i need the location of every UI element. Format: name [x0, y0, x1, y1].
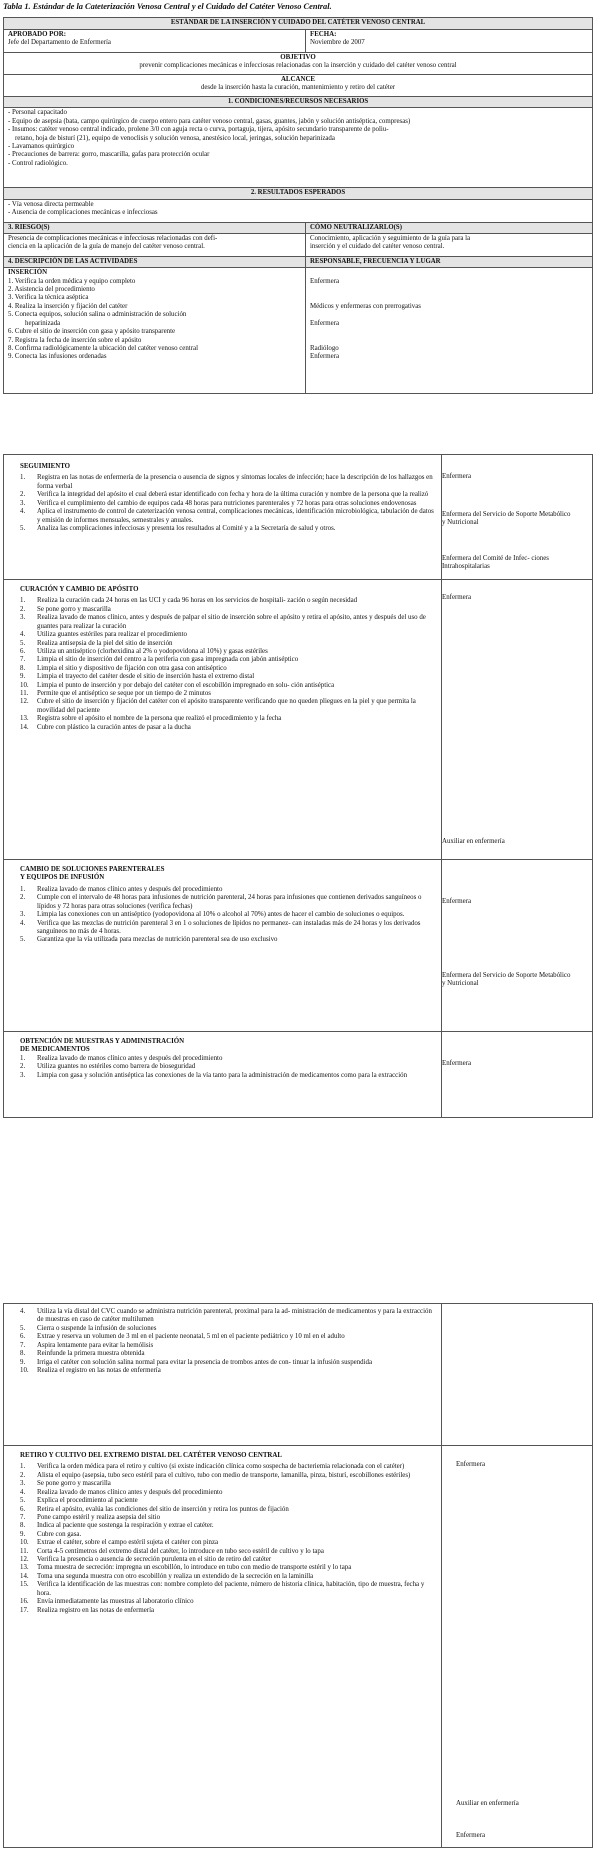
list-item	[20, 682, 435, 690]
responsible: Enfermera	[456, 1832, 486, 1839]
obtencion-title-2: DE MEDICAMENTOS	[20, 1046, 90, 1054]
item-text: Realiza lavado de manos clínico, antes y después de palpar el sitio de inserción sobre el apósito y retira el apósito, antes y después del uso de guantes para realizar la curación	[37, 614, 426, 630]
item-text: Verifica la orden médica para el retiro y cultivo (si existe indicación clínica como sospecha de bacteriemia relacionada con el catéter)	[37, 1463, 405, 1471]
list-item	[20, 1342, 435, 1350]
item-number: 4.	[20, 1488, 26, 1496]
item-text: Realiza la curación cada 24 horas en las UCI y cada 96 horas en los servicios de hospitali- zación o según necesidad	[37, 597, 358, 605]
list-item	[20, 1367, 435, 1375]
risk-label: 3. RIESGO(S)	[4, 222, 306, 233]
item-text: Aplica el instrumento de control de cateterización venosa central, complicaciones mecánicas, identificación microbiológica, tabulación de datos y emisión de informes mensuales, semestrales y anuales.	[37, 508, 434, 524]
obtencion-continued	[4, 1304, 442, 1446]
item-text: Verifica el cumplimiento del cambio de equipos cada 48 horas para nutriciones parenterales y 72 horas para otras soluciones endovenosas	[37, 499, 417, 507]
results-line: - Vía venosa directa permeable	[8, 200, 94, 208]
list-item	[20, 525, 435, 533]
insertion-activities	[4, 268, 306, 394]
list-item	[20, 894, 435, 911]
item-number: 6.	[20, 1505, 26, 1513]
standard-header-table	[3, 17, 593, 394]
activities-table-continued	[3, 454, 593, 1118]
item-text: Limpia el punto de inserción y por debajo del catéter con el escobillón impregnado en solu- ción antiséptica	[37, 681, 335, 689]
list-item	[20, 1497, 435, 1505]
item-text: Extrae el catéter, sobre el campo estéril sujeta el catéter con pinza	[37, 1539, 219, 1547]
item-number: 9.	[20, 1530, 26, 1538]
objective-value: prevenir complicaciones mecánicas e infecciosas relacionadas con la inserción y cuidado del catéter venoso central	[139, 62, 457, 70]
list-item	[20, 656, 435, 664]
results-line: - Ausencia de complicaciones mecánicas e infecciosas	[8, 208, 158, 216]
item-text: Verifica la presencia o ausencia de secreción purulenta en el sitio de retiro del catéter	[37, 1556, 272, 1564]
item-number: 8.	[20, 664, 26, 672]
item-text: Analiza las complicaciones infecciosas y presenta los resultados al Comité y a la Secretaría de salud y otros.	[37, 524, 336, 532]
cambio-title-2: Y EQUIPOS DE INFUSIÓN	[20, 874, 105, 882]
list-item	[20, 1564, 435, 1572]
insertion-resp: Enfermera	[310, 353, 340, 361]
list-item	[20, 1539, 435, 1547]
conditions-line: - Insumos: catéter venoso central indicado, prolene 3/0 con aguja recta o curva, portaguja, tijera, apósito secundario transparente de poliu-	[8, 126, 389, 134]
item-number: 15.	[20, 1581, 29, 1589]
insertion-step: heparinizada	[25, 319, 61, 327]
risk-text	[4, 233, 306, 256]
item-text: Realiza antisepsia de la piel del sitio de inserción	[37, 639, 173, 647]
item-text: Registra en las notas de enfermería de la presencia o ausencia de signos y síntomas locales de infección; hace la descripción de los hallazgos en forma verbal	[37, 474, 433, 490]
insertion-step: 9. Conecta las infusiones ordenadas	[8, 353, 107, 361]
item-text: Aspira lentamente para evitar la hemólisis	[37, 1341, 154, 1349]
scope-cell	[4, 75, 593, 97]
date-label: FECHA:	[310, 31, 337, 38]
list-item	[20, 1359, 435, 1367]
list-item	[20, 500, 435, 508]
list-item	[20, 1522, 435, 1530]
retiro-title: RETIRO Y CULTIVO DEL EXTREMO DISTAL DEL CATÉTER VENOSO CENTRAL	[20, 1452, 282, 1459]
date-value: Noviembre de 2007	[310, 39, 365, 47]
responsible: Auxiliar en enfermería	[456, 1800, 519, 1807]
list-item	[20, 1333, 435, 1341]
insertion-step: 7. Registra la fecha de inserción sobre el apósito	[8, 336, 142, 344]
item-text: Toma muestra de secreción: impregna un escobillón, lo introduce en tubo con medio de transporte estéril y lo tapa	[37, 1564, 352, 1572]
insertion-resp: Radiólogo	[310, 344, 339, 352]
item-number: 2.	[20, 894, 26, 902]
item-number: 1.	[20, 597, 26, 605]
list-item	[20, 1506, 435, 1514]
item-text: Garantiza que la vía utilizada para mezclas de nutrición parenteral sea de uso exclusivo	[37, 936, 278, 944]
conditions-title: 1. CONDICIONES/RECURSOS NECESARIOS	[4, 97, 593, 108]
item-number: 2.	[20, 1471, 26, 1479]
insertion-resp: Enfermera	[310, 277, 340, 285]
retiro-section	[4, 1446, 442, 1848]
item-number: 3.	[20, 1071, 26, 1079]
seguimiento-section	[4, 455, 442, 580]
item-number: 4.	[20, 919, 26, 927]
list-item	[20, 491, 435, 499]
item-text: Pone campo estéril y realiza asepsia del sitio	[37, 1513, 161, 1521]
scope-label: ALCANCE	[280, 76, 316, 83]
responsible: Enfermera	[442, 473, 472, 480]
neutralize-line: Conocimiento, aplicación y seguimiento de la guía para la	[310, 234, 471, 242]
item-text: Realiza el registro en las notas de enfermería	[37, 1366, 161, 1374]
list-item	[20, 920, 435, 937]
retiro-list	[20, 1463, 435, 1615]
item-number: 1.	[20, 1054, 26, 1062]
list-item	[20, 508, 435, 525]
item-text: Utiliza guantes estériles para realizar el procedimiento	[37, 631, 187, 639]
list-item	[20, 606, 435, 614]
insertion-step: 1. Verifica la orden médica y equipo completo	[8, 277, 136, 285]
item-text: Cumple con el intervalo de 48 horas para infusiones de nutrición parenteral, 24 horas para infusiones que contienen derivados sanguíneos o lípidos y 72 horas para otras soluciones (verifica fechas)	[37, 894, 422, 910]
list-item	[20, 474, 435, 491]
list-item	[20, 724, 435, 732]
curacion-title: CURACIÓN Y CAMBIO DE APÓSITO	[20, 586, 139, 593]
insertion-step: 8. Confirma radiológicamente la ubicación del catéter venoso central	[8, 344, 198, 352]
list-item	[20, 1531, 435, 1539]
item-number: 4.	[20, 1308, 26, 1315]
cambio-list	[20, 886, 435, 945]
item-text: Verifica la integridad del apósito el cual deberá estar identificado con fecha y hora de la última curación y nombre de la persona que la realizó	[37, 491, 429, 499]
list-item	[20, 1573, 435, 1581]
standard-title: ESTÁNDAR DE LA INSERCIÓN Y CUIDADO DEL CATÉTER VENOSO CENTRAL	[4, 18, 593, 30]
item-number: 1.	[20, 474, 26, 482]
neutralize-line: inserción y el cuidado del catéter venoso central.	[310, 243, 445, 251]
cambio-title: CAMBIO DE SOLUCIONES PARENTERALES	[20, 866, 165, 873]
item-number: 3.	[20, 911, 26, 919]
list-item	[20, 1607, 435, 1615]
date-cell	[306, 30, 593, 53]
item-number: 11.	[20, 690, 29, 698]
list-item	[20, 1072, 435, 1080]
item-number: 8.	[20, 1350, 26, 1358]
obtencion-continued-responsibles	[442, 1304, 593, 1446]
item-number: 2.	[20, 1063, 26, 1071]
item-number: 7.	[20, 1341, 26, 1349]
item-text: Indica al paciente que sostenga la respiración y extrae el catéter.	[37, 1522, 214, 1530]
item-text: Irriga el catéter con solución salina normal para evitar la presencia de trombos antes de con- tinuar la infusión suspendida	[37, 1358, 373, 1366]
item-number: 14.	[20, 1572, 29, 1580]
item-text: Se pone gorro y mascarilla	[37, 605, 111, 613]
item-number: 3.	[20, 614, 26, 622]
item-text: Cubre el sitio de inserción y fijación del catéter con el apósito transparente verificando que no queden pliegues en la piel y que permita la movilidad del paciente	[37, 698, 416, 714]
item-text: Extrae y reserva un volumen de 3 ml en el paciente neonatal, 5 ml en el paciente pediátrico y 10 ml en el adulto	[37, 1333, 345, 1341]
item-text: Realiza lavado de manos clínico antes y después del procedimiento	[37, 1054, 223, 1062]
item-text: Cierra o suspende la infusión de soluciones	[37, 1324, 157, 1332]
item-text: Retira el apósito, evalúa las condiciones del sitio de inserción y retira los puntos de fijación	[37, 1505, 289, 1513]
item-number: 5.	[20, 1324, 26, 1332]
responsible: Enfermera	[442, 594, 472, 601]
table-caption: Tabla 1. Estándar de la Cateterización Venosa Central y el Cuidado del Catéter Venoso Central.	[3, 2, 332, 11]
results-list	[4, 199, 593, 222]
list-item	[20, 1055, 435, 1063]
responsible: Enfermera del Servicio de Soporte Metabólico y Nutricional	[442, 972, 571, 988]
insertion-step: 3. Verifica la técnica aséptica	[8, 294, 89, 302]
item-number: 1.	[20, 885, 26, 893]
obtencion-list	[20, 1055, 435, 1080]
conditions-line: - Precauciones de barrera: gorro, mascarilla, gafas para protección ocular	[8, 151, 210, 159]
item-text: Alista el equipo (asepsia, tubo seco estéril para el cultivo, tubo con medio de transporte, lamanilla, pinza, bisturí, escobillones estériles)	[37, 1471, 411, 1479]
list-item	[20, 1463, 435, 1471]
list-item	[20, 597, 435, 605]
item-text: Permite que el antiséptico se seque por un tiempo de 2 minutos	[37, 690, 211, 698]
item-number: 8.	[20, 1522, 26, 1530]
list-item	[20, 1308, 435, 1325]
list-item	[20, 1480, 435, 1488]
insertion-step: 2. Asistencia del procedimiento	[8, 285, 95, 293]
item-number: 10.	[20, 681, 29, 689]
insertion-step: 4. Realiza la inserción y fijación del catéter	[8, 302, 128, 310]
list-item	[20, 631, 435, 639]
item-number: 9.	[20, 1358, 26, 1366]
list-item	[20, 1514, 435, 1522]
item-text: Reinfunde la primera muestra obtenida	[37, 1350, 145, 1358]
retiro-responsibles	[442, 1446, 593, 1848]
insertion-resp: Médicos y enfermeras con prerrogativas	[310, 302, 421, 310]
list-item	[20, 1063, 435, 1071]
item-text: Verifica que las mezclas de nutrición parenteral 3 en 1 o soluciones de lípidos no permanez- can instaladas más de 24 horas y los derivados sanguíneos no más de 4 horas.	[37, 919, 421, 935]
item-text: Realiza lavado de manos clínico antes y después del procedimiento	[37, 885, 223, 893]
item-text: Limpia el sitio y dispositivo de fijación con otra gasa con antiséptico	[37, 664, 227, 672]
item-text: Utiliza un antiséptico (clorhexidina al 2% o yodopovidona al 10%) y gasas estériles	[37, 647, 268, 655]
insertion-resp: Enfermera	[310, 319, 340, 327]
responsible: Enfermera	[442, 1060, 472, 1067]
list-item	[20, 1325, 435, 1333]
item-number: 5.	[20, 1497, 26, 1505]
item-number: 10.	[20, 1366, 29, 1374]
obtencion-title: OBTENCIÓN DE MUESTRAS Y ADMINISTRACIÓN	[20, 1038, 185, 1045]
seguimiento-responsibles	[442, 455, 593, 580]
item-number: 11.	[20, 1547, 29, 1555]
list-item	[20, 715, 435, 723]
responsible: Auxiliar en enfermería	[442, 838, 505, 845]
responsible: Enfermera	[442, 898, 472, 905]
item-number: 3.	[20, 499, 26, 507]
item-number: 16.	[20, 1598, 29, 1606]
item-text: Limpia el sitio de inserción del centro a la periferia con gasa impregnada con jabón antiséptico	[37, 656, 299, 664]
item-number: 13.	[20, 715, 29, 723]
item-number: 4.	[20, 508, 26, 516]
item-number: 2.	[20, 605, 26, 613]
insertion-title: INSERCIÓN	[8, 269, 48, 277]
list-item	[20, 1556, 435, 1564]
approved-by-label: APROBADO POR:	[8, 31, 66, 38]
conditions-line: - Control radiológico.	[8, 159, 68, 167]
item-number: 4.	[20, 631, 26, 639]
list-item	[20, 665, 435, 673]
list-item	[20, 648, 435, 656]
item-text: Corta 4-5 centímetros del extremo distal del catéter, lo introduce en tubo seco estéril de cultivo y lo tapa	[37, 1547, 324, 1555]
seguimiento-title: SEGUIMIENTO	[20, 463, 71, 470]
item-text: Cubre con plástico la curación antes de pasar a la ducha	[37, 723, 191, 731]
approved-by-cell	[4, 30, 306, 53]
item-number: 17.	[20, 1606, 29, 1614]
item-text: Realiza registro en las notas de enfermería	[37, 1606, 155, 1614]
list-item	[20, 1598, 435, 1606]
item-number: 9.	[20, 673, 26, 681]
item-text: Limpia con gasa y solución antiséptica las conexiones de la vía tanto para la administración de medicamentos como para la extracción	[37, 1071, 408, 1079]
list-item	[20, 690, 435, 698]
scope-value: desde la inserción hasta la curación, mantenimiento y retiro del catéter	[200, 84, 396, 92]
list-item	[20, 1489, 435, 1497]
list-item	[20, 936, 435, 944]
approved-by-value: Jefe del Departamento de Enfermería	[8, 39, 111, 47]
insertion-responsibles	[306, 268, 593, 394]
item-text: Utiliza guantes no estériles como barrera de bioseguridad	[37, 1063, 196, 1071]
item-text: Explica el procedimiento al paciente	[37, 1497, 138, 1505]
curacion-list	[20, 597, 435, 732]
responsible: Enfermera	[456, 1461, 486, 1468]
item-text: Limpia el trayecto del catéter desde el sitio de inserción hasta el extremo distal	[37, 673, 255, 681]
item-number: 12.	[20, 1556, 29, 1564]
item-text: Se pone gorro y mascarilla	[37, 1480, 111, 1488]
cambio-responsibles	[442, 860, 593, 1032]
item-number: 6.	[20, 1333, 26, 1341]
neutralize-text	[306, 233, 593, 256]
list-item	[20, 698, 435, 715]
item-number: 5.	[20, 639, 26, 647]
item-number: 7.	[20, 656, 26, 664]
conditions-list	[4, 108, 593, 188]
item-text: Envía inmediatamente las muestras al laboratorio clínico	[37, 1598, 194, 1606]
conditions-line: - Equipo de asepsia (bata, campo quirúrgico de cuerpo entero para catéter venoso central, gasas, guantes, jabón y solución antiséptica, compresas)	[8, 117, 411, 125]
risk-line: Presencia de complicaciones mecánicas e infecciosas relacionadas con defi-	[8, 234, 218, 242]
item-text: Registra sobre el apósito el nombre de la persona que realizó el procedimiento y la fecha	[37, 715, 282, 723]
risk-line: ciencia en la aplicación de la guía de manejo del catéter venoso central.	[8, 243, 205, 251]
item-number: 5.	[20, 936, 26, 944]
item-number: 5.	[20, 524, 26, 532]
activities-label: 4. DESCRIPCIÓN DE LAS ACTIVIDADES	[4, 256, 306, 267]
responsible: Enfermera del Servicio de Soporte Metabólico y Nutricional	[442, 511, 571, 527]
list-item	[20, 1472, 435, 1480]
insertion-step: 6. Cubre el sitio de inserción con gasa y apósito transparente	[8, 328, 176, 336]
item-number: 13.	[20, 1564, 29, 1572]
list-item	[20, 614, 435, 631]
item-number: 3.	[20, 1480, 26, 1488]
list-item	[20, 673, 435, 681]
item-number: 12.	[20, 698, 29, 706]
list-item	[20, 1548, 435, 1556]
neutralize-label: CÓMO NEUTRALIZARLO(S)	[306, 222, 593, 233]
list-item	[20, 640, 435, 648]
seguimiento-list	[20, 474, 435, 533]
list-item	[20, 1581, 435, 1598]
curacion-responsibles	[442, 580, 593, 860]
activities-table-end	[3, 1303, 593, 1848]
list-item	[20, 886, 435, 894]
item-text: Utiliza la vía distal del CVC cuando se administra nutrición parenteral, proximal para la ad- ministración de medicamentos y para la extracción de muestras en caso de catéter multilumen	[37, 1308, 432, 1324]
item-number: 1.	[20, 1463, 26, 1471]
item-number: 2.	[20, 491, 26, 499]
objective-cell	[4, 53, 593, 75]
results-title: 2. RESULTADOS ESPERADOS	[4, 188, 593, 199]
curacion-section	[4, 580, 442, 860]
cambio-section	[4, 860, 442, 1032]
obtencion-responsibles	[442, 1032, 593, 1118]
item-number: 7.	[20, 1513, 26, 1521]
item-number: 10.	[20, 1539, 29, 1547]
obtencion-section	[4, 1032, 442, 1118]
item-text: Realiza lavado de manos clínico antes y después del procedimiento	[37, 1488, 223, 1496]
item-text: Toma una segunda muestra con otro escobillón y realiza un extendido de la secreción en la laminilla	[37, 1572, 314, 1580]
item-number: 14.	[20, 723, 29, 731]
obtencion-list-continued	[20, 1308, 435, 1375]
activities-resp-label: RESPONSABLE, FRECUENCIA Y LUGAR	[306, 256, 593, 267]
item-number: 6.	[20, 647, 26, 655]
conditions-line: - Lavamanos quirúrgico	[8, 142, 75, 150]
list-item	[20, 1350, 435, 1358]
responsible: Enfermera del Comité de Infec- ciones Intrahospitalarias	[442, 555, 549, 571]
list-item	[20, 911, 435, 919]
conditions-line: - Personal capacitado	[8, 109, 67, 117]
conditions-line: retano, hoja de bisturí (21), equipo de venoclisis y solución venosa, anestésico local, jeringas, solución heparinizada	[15, 134, 335, 142]
item-text: Cubre con gasa.	[37, 1530, 82, 1538]
insertion-step: 5. Conecta equipos, solución salina o administración de solución	[8, 311, 187, 319]
item-text: Verifica la identificación de las muestras con: nombre completo del paciente, número de historia clínica, habitación, tipo de muestra, fecha y hora.	[37, 1581, 425, 1597]
objective-label: OBJETIVO	[280, 54, 316, 61]
item-text: Limpia las conexiones con un antiséptico (yodopovidona al 10% o alcohol al 70%) antes de hacer el cambio de soluciones o equipos.	[37, 911, 405, 919]
